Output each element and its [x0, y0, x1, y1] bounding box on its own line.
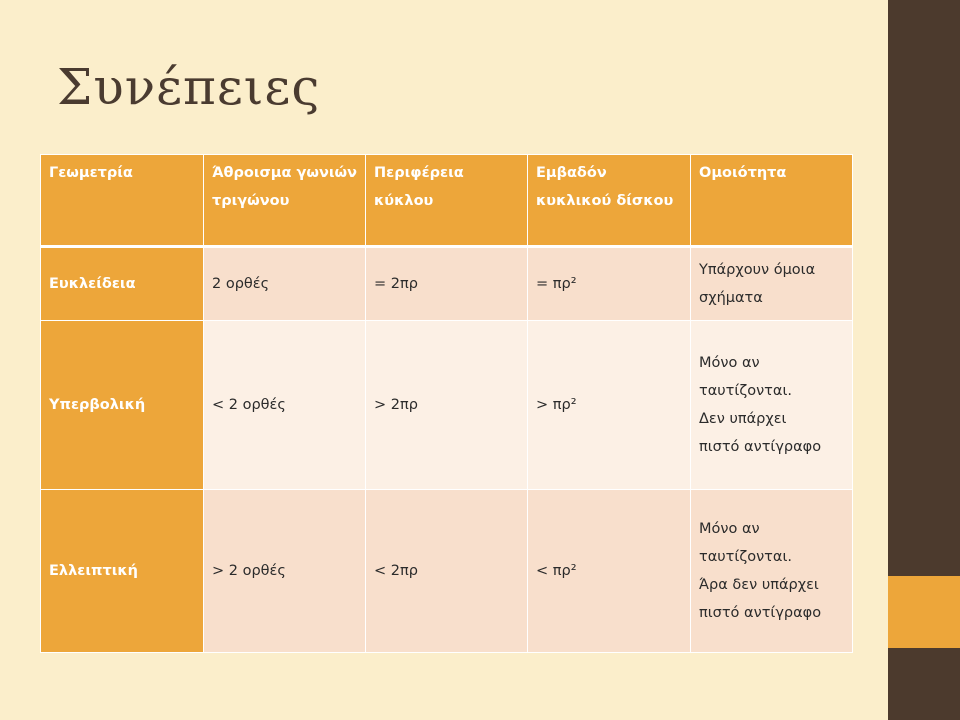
row-label-hyperbolic: Υπερβολική: [41, 321, 204, 490]
area-cell: < πρ²: [528, 490, 691, 653]
similarity-line: ταυτίζονται.: [699, 549, 792, 565]
perimeter-cell: < 2πρ: [366, 490, 528, 653]
similarity-line: σχήματα: [699, 290, 763, 306]
table-row: [41, 321, 853, 490]
table-row: [41, 247, 853, 321]
area-cell: = πρ²: [528, 247, 691, 321]
sidebar-accent-block: [888, 576, 960, 648]
slide-title: Συνέπειες: [57, 58, 321, 116]
angle-sum-cell: 2 ορθές: [204, 247, 366, 321]
table-header-row: [41, 155, 853, 247]
similarity-cell: [691, 321, 853, 490]
comparison-table: [40, 154, 853, 653]
similarity-line: Άρα δεν υπάρχει: [699, 577, 819, 593]
header-angle-sum: Άθροισμα γωνιών τριγώνου: [204, 155, 366, 247]
similarity-line: Μόνο αν: [699, 521, 760, 537]
header-similarity: Ομοιότητα: [691, 155, 853, 247]
similarity-cell: [691, 247, 853, 321]
table-row: [41, 490, 853, 653]
similarity-line: πιστό αντίγραφο: [699, 605, 822, 621]
angle-sum-cell: > 2 ορθές: [204, 490, 366, 653]
row-label-elliptic: Ελλειπτική: [41, 490, 204, 653]
area-cell: > πρ²: [528, 321, 691, 490]
similarity-line: Υπάρχουν όμοια: [699, 262, 816, 278]
similarity-line: Μόνο αν: [699, 355, 760, 371]
similarity-line: πιστό αντίγραφο: [699, 439, 822, 455]
row-label-euclidean: Ευκλείδεια: [41, 247, 204, 321]
similarity-cell: [691, 490, 853, 653]
perimeter-cell: = 2πρ: [366, 247, 528, 321]
similarity-line: Δεν υπάρχει: [699, 411, 787, 427]
perimeter-cell: > 2πρ: [366, 321, 528, 490]
header-perimeter: Περιφέρεια κύκλου: [366, 155, 528, 247]
header-geometry: Γεωμετρία: [41, 155, 204, 247]
angle-sum-cell: < 2 ορθές: [204, 321, 366, 490]
header-area: Εμβαδόν κυκλικού δίσκου: [528, 155, 691, 247]
similarity-line: ταυτίζονται.: [699, 383, 792, 399]
